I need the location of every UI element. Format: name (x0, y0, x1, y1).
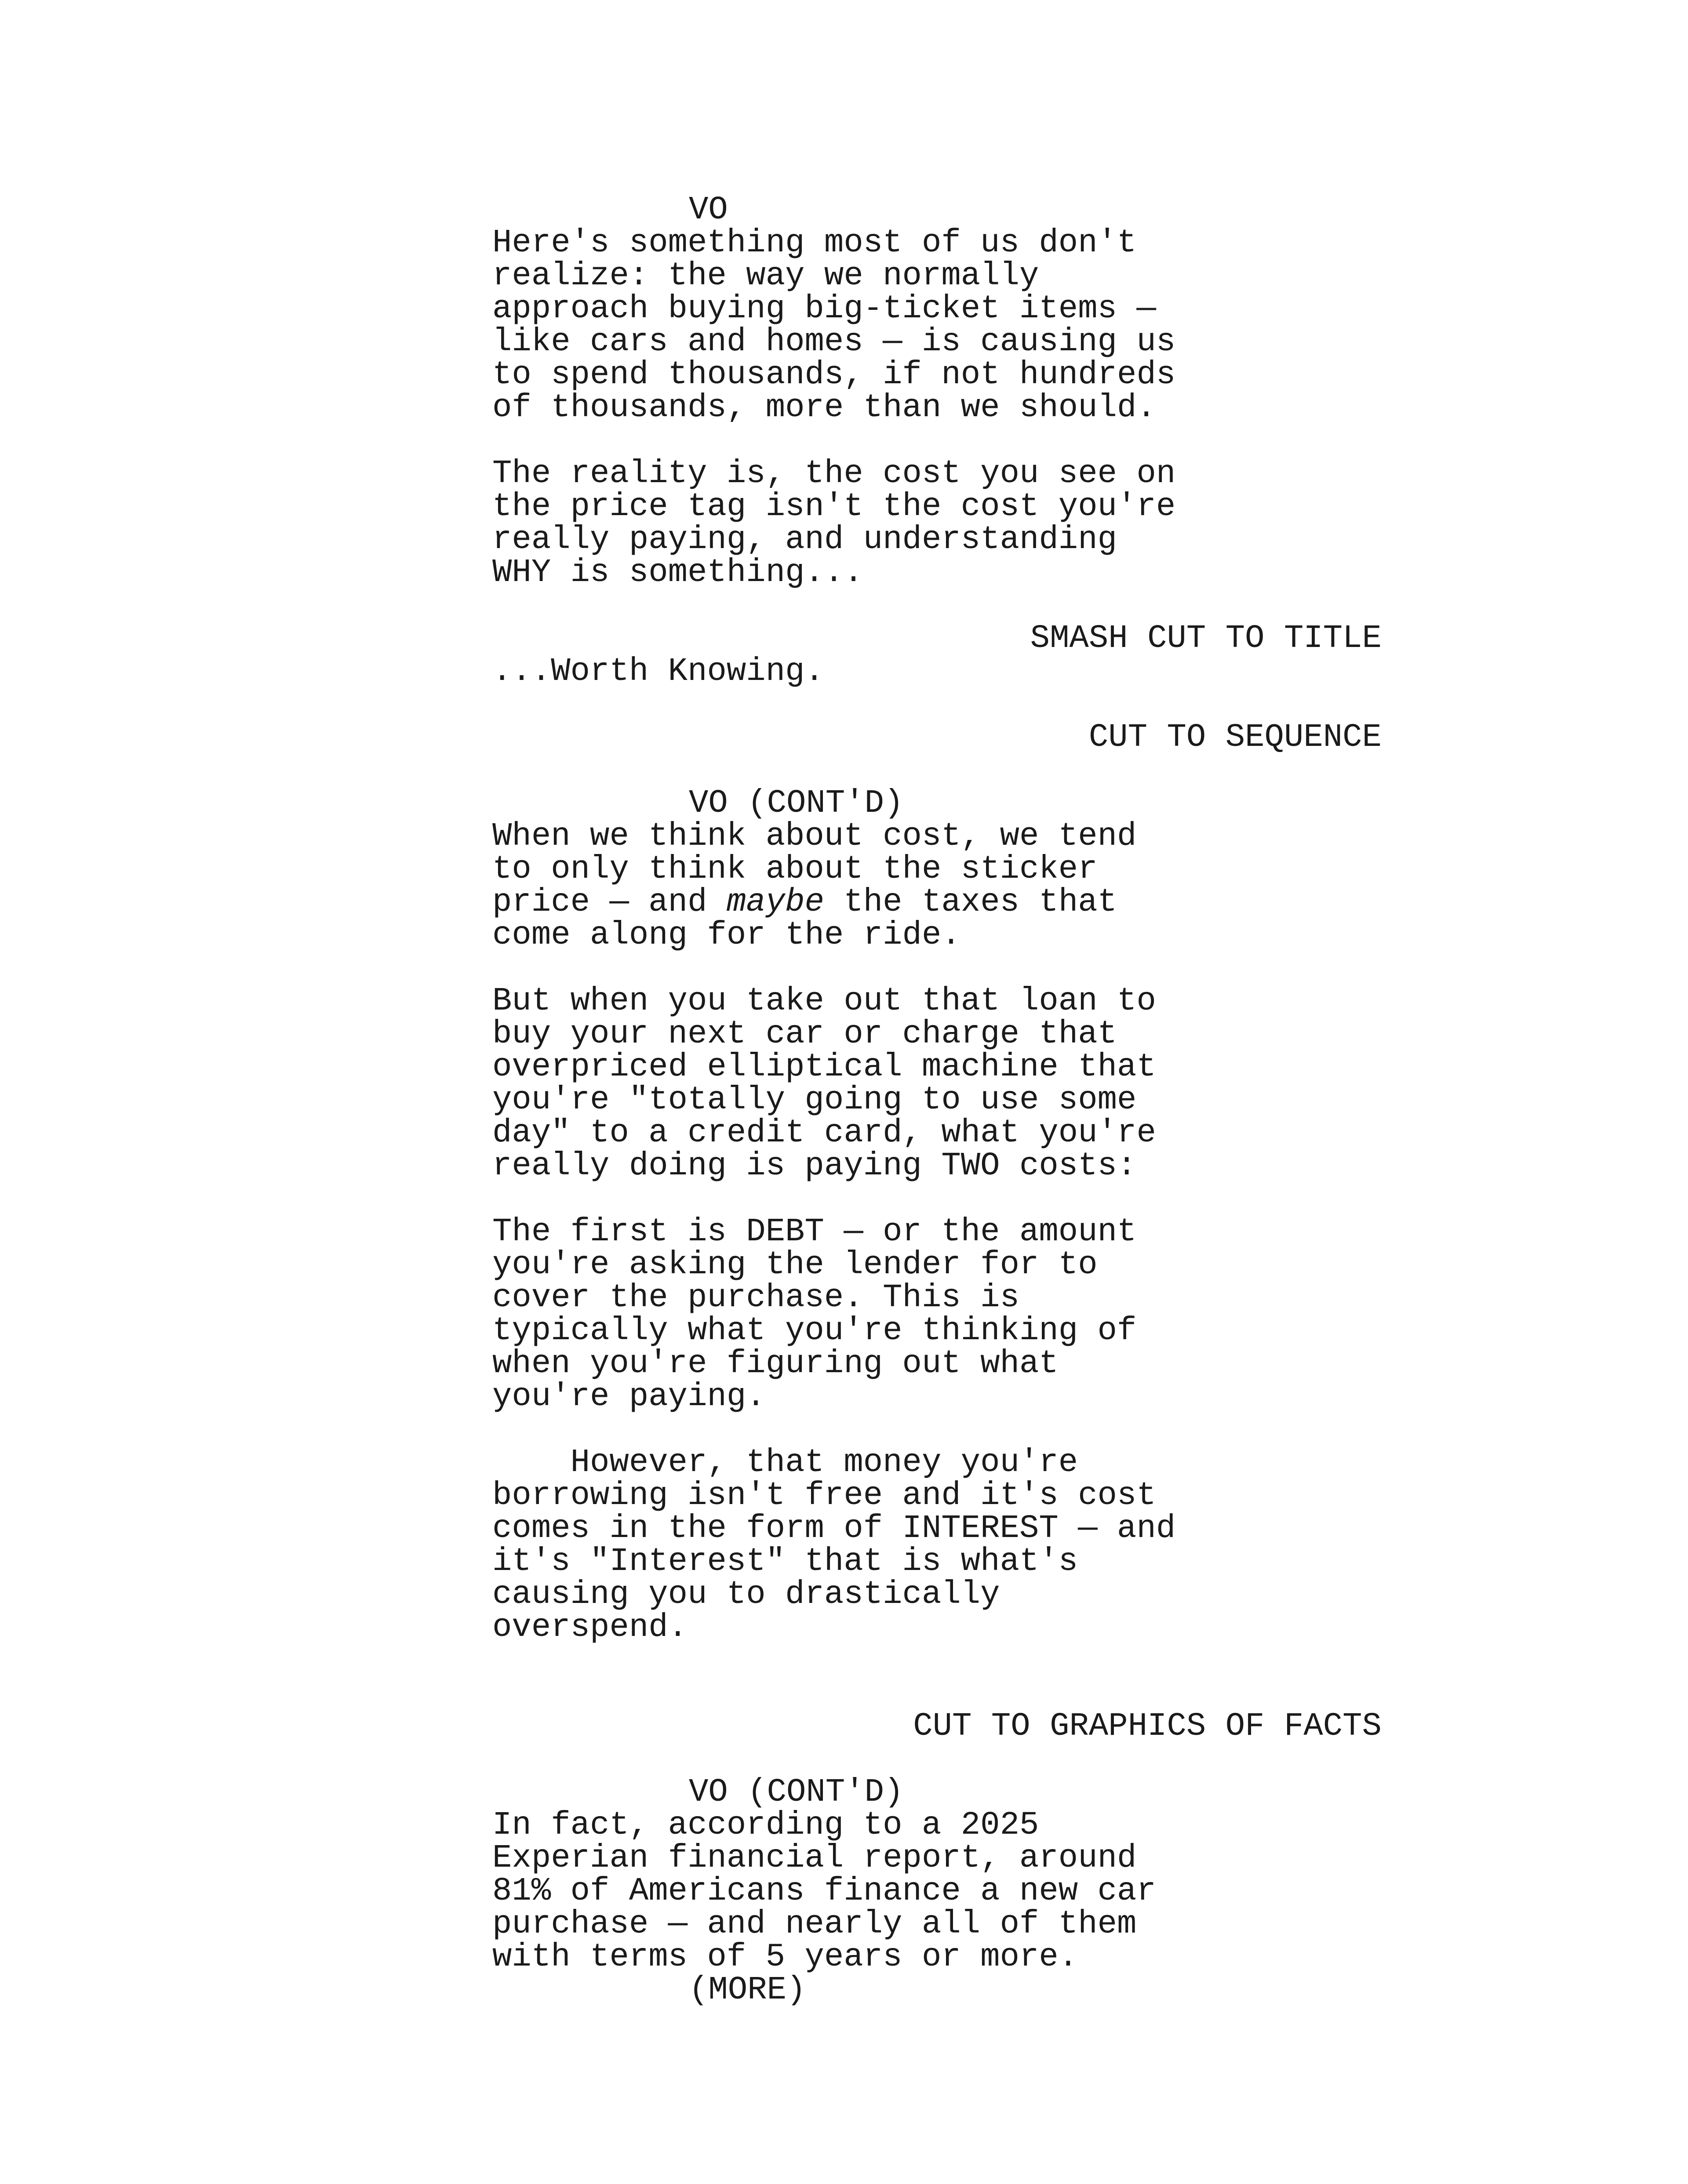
dialogue-line: like cars and homes — is causing us (492, 323, 1176, 360)
transition: CUT TO GRAPHICS OF FACTS (913, 1708, 1382, 1745)
dialogue-line: purchase — and nearly all of them (492, 1906, 1137, 1943)
dialogue-emphasis: maybe (726, 884, 824, 921)
dialogue-line: day" to a credit card, what you're (492, 1115, 1156, 1152)
dialogue-line: when you're figuring out what (492, 1345, 1059, 1382)
dialogue-line: Experian financial report, around (492, 1840, 1137, 1877)
dialogue-line: the price tag isn't the cost you're (492, 488, 1176, 525)
dialogue-line: you're "totally going to use some (492, 1082, 1137, 1119)
dialogue-text: price — and (492, 884, 727, 921)
dialogue-line: typically what you're thinking of (492, 1312, 1137, 1349)
dialogue-line: However, that money you're (492, 1444, 1078, 1481)
transition: SMASH CUT TO TITLE (1030, 620, 1382, 657)
dialogue-line: cover the purchase. This is (492, 1279, 1019, 1316)
dialogue-line: approach buying big-ticket items — (492, 291, 1156, 327)
dialogue-line: it's "Interest" that is what's (492, 1543, 1078, 1580)
dialogue-line: overpriced elliptical machine that (492, 1049, 1156, 1086)
dialogue-line: borrowing isn't free and it's cost (492, 1477, 1156, 1514)
title-line: ...Worth Knowing. (492, 653, 824, 690)
dialogue-line (492, 886, 1117, 919)
dialogue-line: with terms of 5 years or more. (492, 1939, 1078, 1976)
dialogue-line: of thousands, more than we should. (492, 389, 1156, 426)
dialogue-line: The reality is, the cost you see on (492, 455, 1176, 492)
dialogue-line: But when you take out that loan to (492, 983, 1156, 1020)
dialogue-line: you're asking the lender for to (492, 1246, 1098, 1283)
dialogue-line: comes in the form of INTEREST — and (492, 1510, 1176, 1547)
dialogue-line: overspend. (492, 1609, 688, 1646)
more-marker: (MORE) (689, 1972, 806, 2009)
character-cue: VO (689, 192, 728, 229)
dialogue-line: causing you to drastically (492, 1576, 1000, 1613)
dialogue-line: come along for the ride. (492, 917, 961, 954)
dialogue-line: Here's something most of us don't (492, 225, 1137, 262)
dialogue-line: 81% of Americans finance a new car (492, 1873, 1156, 1910)
dialogue-line: In fact, according to a 2025 (492, 1807, 1039, 1844)
dialogue-line: you're paying. (492, 1378, 766, 1415)
character-cue: VO (CONT'D) (689, 1774, 904, 1811)
dialogue-text: the taxes that (824, 884, 1117, 921)
dialogue-line: really paying, and understanding (492, 521, 1117, 558)
dialogue-line: buy your next car or charge that (492, 1016, 1117, 1053)
dialogue-line: to only think about the sticker (492, 851, 1098, 888)
dialogue-line: The first is DEBT — or the amount (492, 1214, 1137, 1250)
character-cue: VO (CONT'D) (689, 785, 904, 822)
dialogue-line: WHY is something... (492, 554, 863, 591)
dialogue-line: realize: the way we normally (492, 258, 1039, 294)
dialogue-line: to spend thousands, if not hundreds (492, 356, 1176, 393)
dialogue-line: really doing is paying TWO costs: (492, 1148, 1137, 1185)
transition: CUT TO SEQUENCE (1088, 719, 1382, 756)
dialogue-line: When we think about cost, we tend (492, 818, 1137, 855)
